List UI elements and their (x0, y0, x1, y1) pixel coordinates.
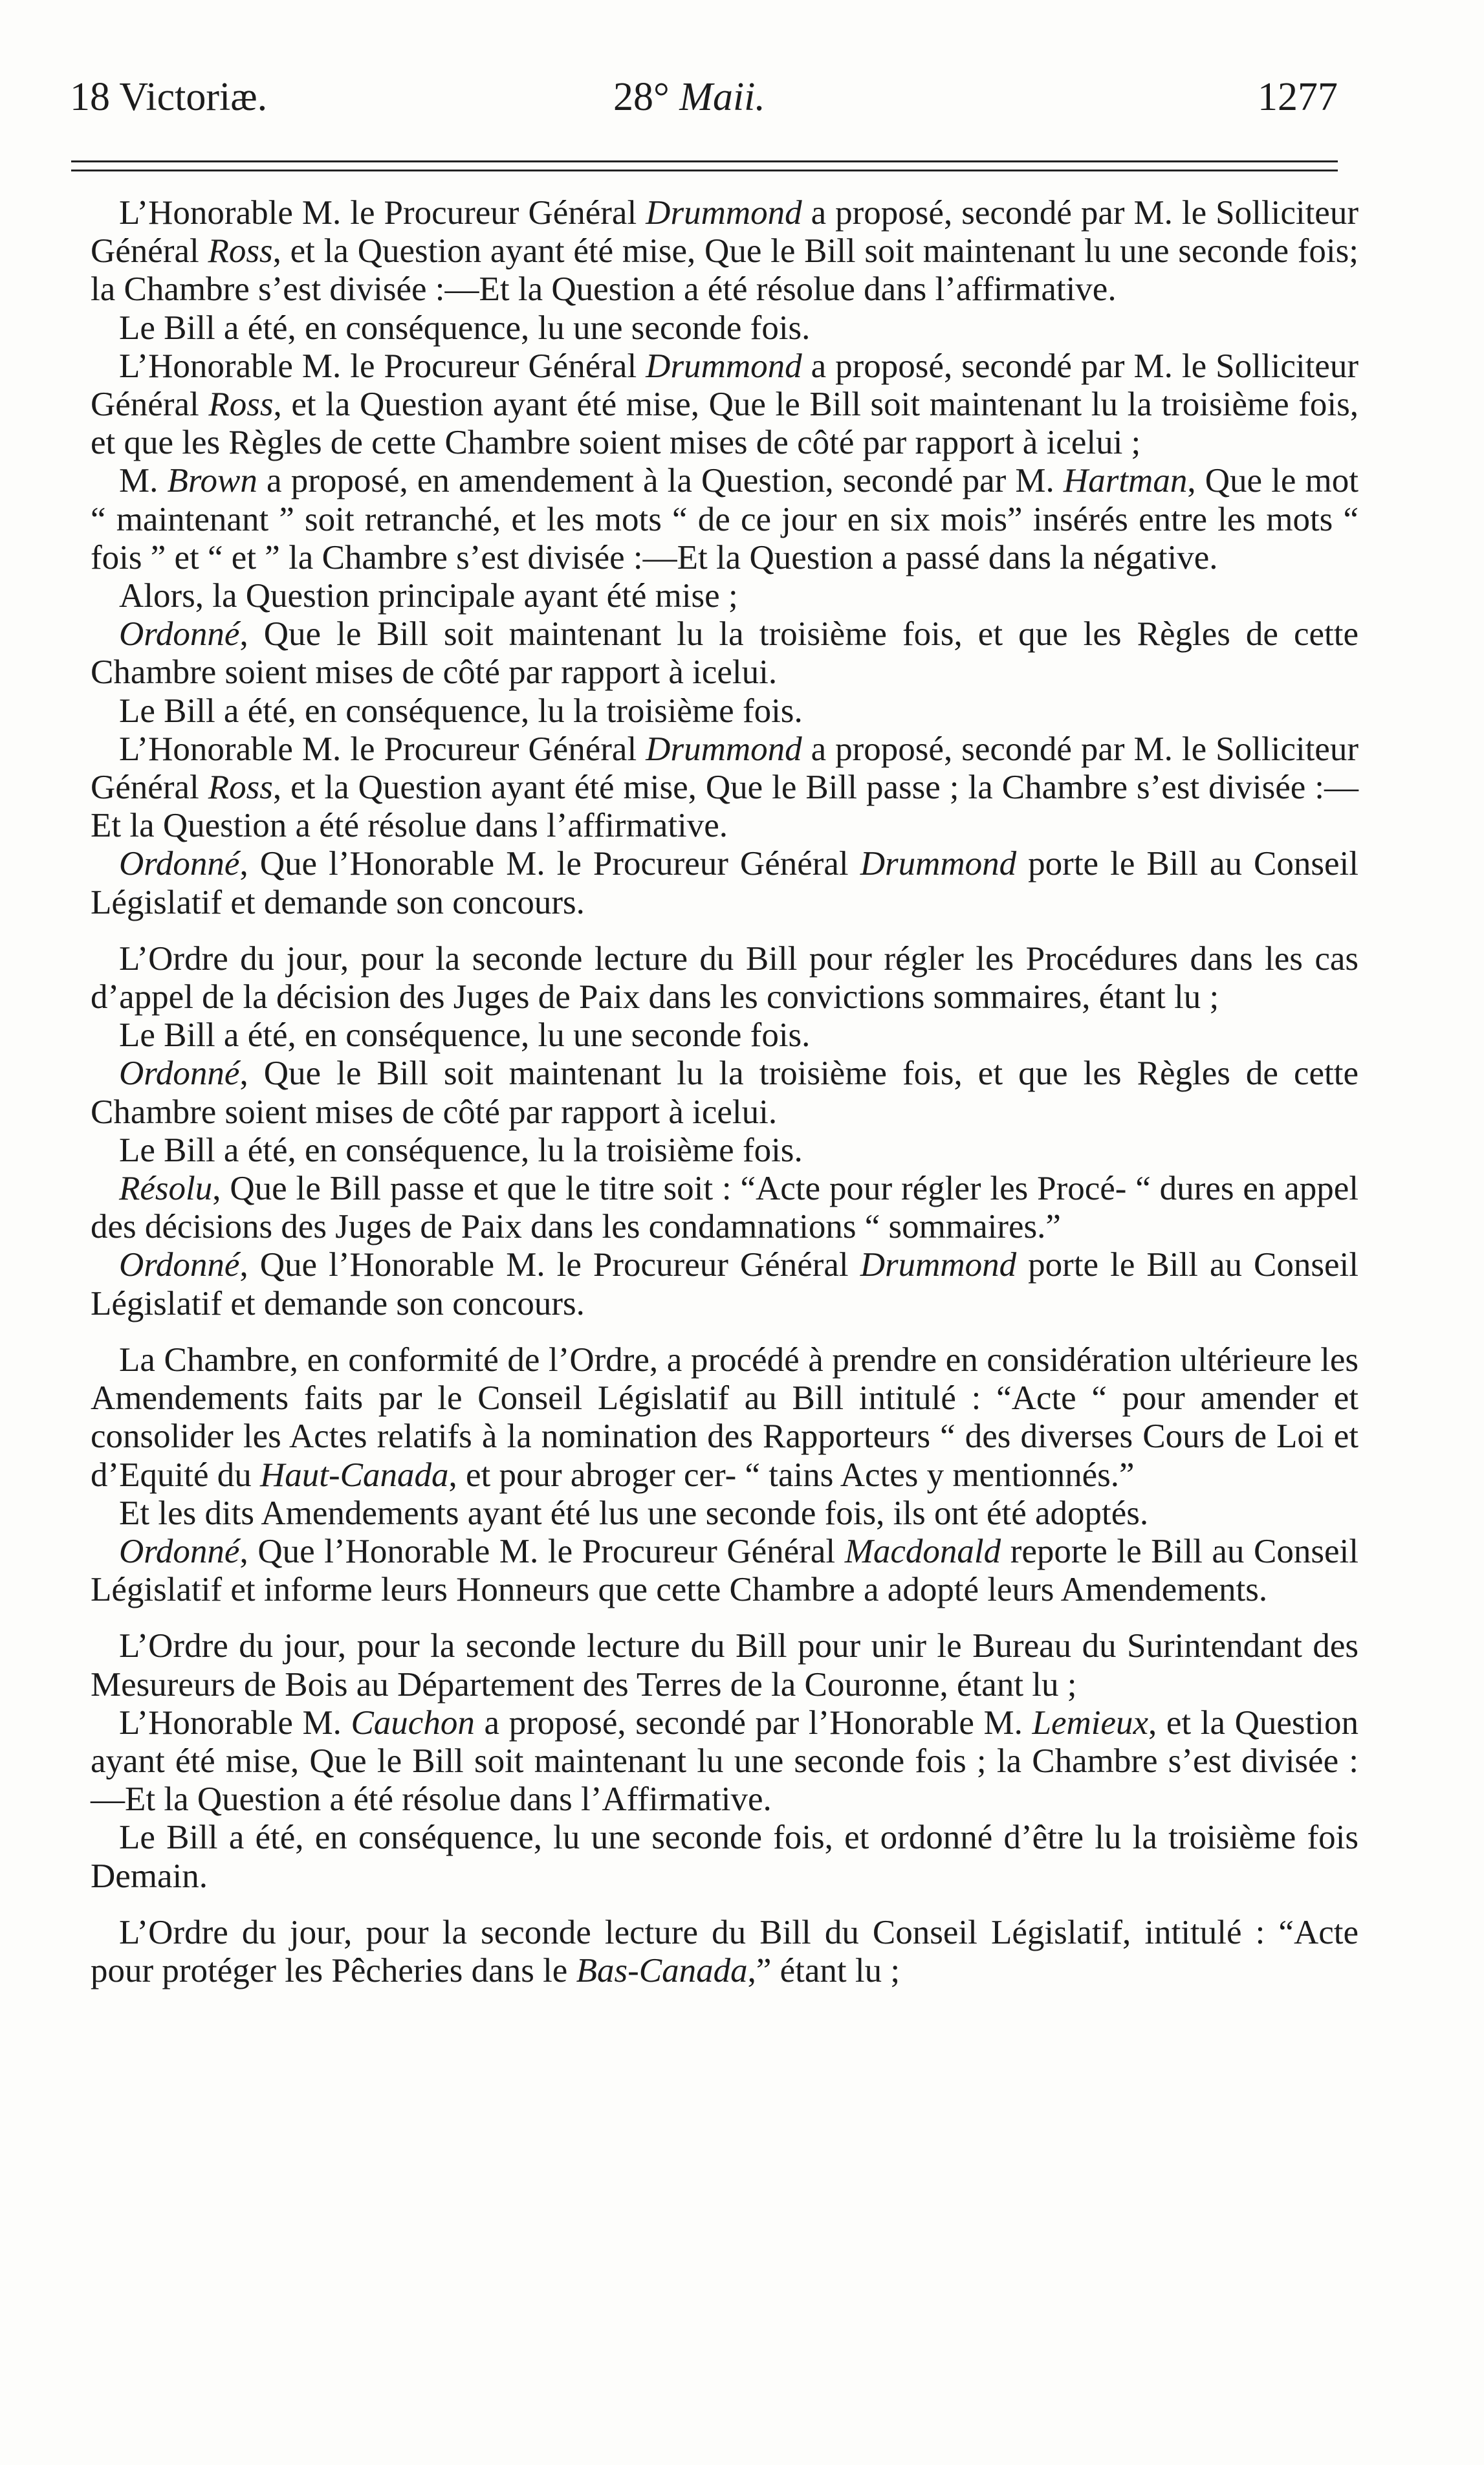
text-run: a proposé, secondé par l’Honorable M. (474, 1704, 1032, 1742)
text-run: , et la Question ayant été mise, Que le Bill soit maintenant lu une seconde fois; la Chambre s’est divisée :—Et la Question a été résolue dans l’affirmative. (91, 232, 1359, 309)
text-run: L’Ordre du jour, pour la seconde lecture du Bill pour unir le Bureau du Surintendant des Mesureurs de Bois au Département des Terres de la Couronne, étant lu ; (91, 1627, 1359, 1704)
paragraph (91, 940, 1359, 1016)
italic-run: Ross (208, 769, 273, 807)
paragraph (91, 577, 1359, 615)
paragraph (91, 615, 1359, 692)
paragraph (91, 692, 1359, 730)
paragraph (91, 1495, 1359, 1533)
italic-run: Drummond (646, 730, 802, 768)
text-run: Le Bill a été, en conséquence, lu une seconde fois, et ordonné d’être lu la troisième fois Demain. (91, 1819, 1359, 1895)
paragraph (91, 462, 1359, 577)
text-run: , Que l’Honorable M. le Procureur Général (239, 1246, 860, 1284)
text-run: porte le Bill au Conseil Législatif et demande son concours. (91, 845, 1359, 921)
paragraph (91, 1533, 1359, 1609)
text-run: a proposé, en amendement à la Question, secondé par M. (257, 462, 1064, 500)
text-run: Alors, la Question principale ayant été mise ; (119, 577, 738, 615)
header-rule-top (71, 160, 1338, 162)
text-run: , Que le Bill soit maintenant lu la troisième fois, et que les Règles de cette Chambre soient mises de côté par rapport à icelui. (91, 1055, 1359, 1131)
text-run: L’Honorable M. (119, 1704, 351, 1742)
paragraph (91, 1132, 1359, 1170)
header-rule-bottom (71, 170, 1338, 171)
header-session: 18 Victoriæ. (70, 75, 268, 119)
italic-run: Lemieux (1032, 1704, 1149, 1742)
italic-run: Cauchon (351, 1704, 475, 1742)
italic-run: Drummond (646, 347, 802, 385)
italic-run: Haut-Canada (260, 1456, 449, 1494)
text-run: La Chambre, en conformité de l’Ordre, a procédé à prendre en considération ultérieure les Amendements faits par le Conseil Législatif au Bill intitulé : “Acte “ pour amender et consolider les Actes relatifs à la nomination des Rapporteurs “ des diverses Cours de Loi et d’Equité du (91, 1341, 1359, 1494)
text-run: a proposé, secondé par M. le Solliciteur Général (91, 194, 1359, 270)
page-header (70, 71, 1338, 123)
text-run: Et les dits Amendements ayant été lus une seconde fois, ils ont été adoptés. (119, 1494, 1149, 1532)
text-run: , et la Question ayant été mise, Que le Bill soit maintenant lu une seconde fois ; la Chambre s’est divisée :—Et la Question a été résolue dans l’Affirmative. (91, 1704, 1359, 1819)
text-run: , Que l’Honorable M. le Procureur Général (239, 1532, 845, 1570)
italic-run: Résolu (119, 1170, 213, 1208)
paragraph (91, 1704, 1359, 1819)
paragraph (91, 1914, 1359, 1990)
paragraph (91, 1246, 1359, 1322)
italic-run: Macdonald (844, 1532, 1001, 1570)
text-run: L’Honorable M. le Procureur Général (119, 194, 646, 232)
paragraph (91, 730, 1359, 846)
text-run: porte le Bill au Conseil Législatif et demande son concours. (91, 1246, 1359, 1322)
text-run: L’Honorable M. le Procureur Général (119, 730, 646, 768)
header-date (613, 71, 765, 123)
italic-run: Ordonné (119, 1055, 240, 1093)
document-body (91, 194, 1359, 1990)
italic-run: Drummond (860, 845, 1017, 883)
text-run: , et la Question ayant été mise, Que le Bill soit maintenant lu la troisième fois, et que les Règles de cette Chambre soient mises de côté par rapport à icelui ; (91, 386, 1359, 462)
paragraph (91, 347, 1359, 463)
italic-run: Ordonné (119, 1532, 240, 1570)
paragraph (91, 1341, 1359, 1495)
paragraph (91, 845, 1359, 921)
italic-run: Brown (167, 462, 257, 500)
paragraph (91, 1627, 1359, 1704)
text-run: L’Ordre du jour, pour la seconde lecture du Bill pour régler les Procédures dans les cas d’appel de la décision des Juges de Paix dans les convictions sommaires, étant lu ; (91, 939, 1359, 1016)
text-run: M. (119, 462, 168, 500)
italic-run: Ordonné (119, 1246, 240, 1284)
text-run: a proposé, secondé par M. le Solliciteur Général (91, 347, 1359, 424)
text-run: reporte le Bill au Conseil Législatif et informe leurs Honneurs que cette Chambre a adopté leurs Amendements. (91, 1532, 1359, 1609)
italic-run: Ordonné (119, 615, 240, 653)
italic-run: Hartman (1063, 462, 1188, 500)
text-run: , et pour abroger cer- “ tains Actes y mentionnés.” (448, 1456, 1135, 1494)
paragraph (91, 1819, 1359, 1895)
text-run: , Que le mot “ maintenant ” soit retranché, et les mots “ de ce jour en six mois” insérés entre les mots “ fois ” et “ et ” la Chambre s’est divisée :—Et la Question a passé dans la négative. (91, 462, 1359, 576)
italic-run: Ross (208, 232, 273, 270)
paragraph (91, 1016, 1359, 1055)
italic-run: Ross (208, 386, 274, 424)
page-number: 1277 (1258, 75, 1338, 119)
text-run: Le Bill a été, en conséquence, lu la troisième fois. (119, 692, 803, 730)
text-run: , Que le Bill passe et que le titre soit : “Acte pour régler les Procé- “ dures en appel des décisions des Juges de Paix dans les condamnations “ sommaires.” (91, 1170, 1359, 1246)
italic-run: Ordonné (119, 845, 240, 883)
text-run: L’Ordre du jour, pour la seconde lecture du Bill du Conseil Législatif, intitulé : “Acte pour protéger les Pêcheries dans le (91, 1913, 1359, 1989)
paragraph (91, 309, 1359, 347)
text-run: , Que le Bill soit maintenant lu la troisième fois, et que les Règles de cette Chambre soient mises de côté par rapport à icelui. (91, 615, 1359, 692)
text-run: , Que l’Honorable M. le Procureur Général (239, 845, 860, 883)
text-run: L’Honorable M. le Procureur Général (119, 347, 646, 385)
text-run: , et la Question ayant été mise, Que le Bill passe ; la Chambre s’est divisée :—Et la Question a été résolue dans l’affirmative. (91, 769, 1359, 845)
header-month: Maii. (679, 75, 765, 119)
text-run: a proposé, secondé par M. le Solliciteur Général (91, 730, 1359, 807)
text-run: ,” étant lu ; (747, 1951, 900, 1989)
italic-run: Drummond (646, 194, 802, 232)
text-run: Le Bill a été, en conséquence, lu une seconde fois. (119, 309, 811, 347)
header-day: 28° (613, 75, 670, 119)
italic-run: Bas-Canada (576, 1951, 748, 1989)
italic-run: Drummond (860, 1246, 1017, 1284)
paragraph (91, 194, 1359, 309)
paragraph (91, 1055, 1359, 1131)
text-run: Le Bill a été, en conséquence, lu la troisième fois. (119, 1131, 803, 1169)
text-run: Le Bill a été, en conséquence, lu une seconde fois. (119, 1016, 811, 1055)
paragraph (91, 1170, 1359, 1246)
